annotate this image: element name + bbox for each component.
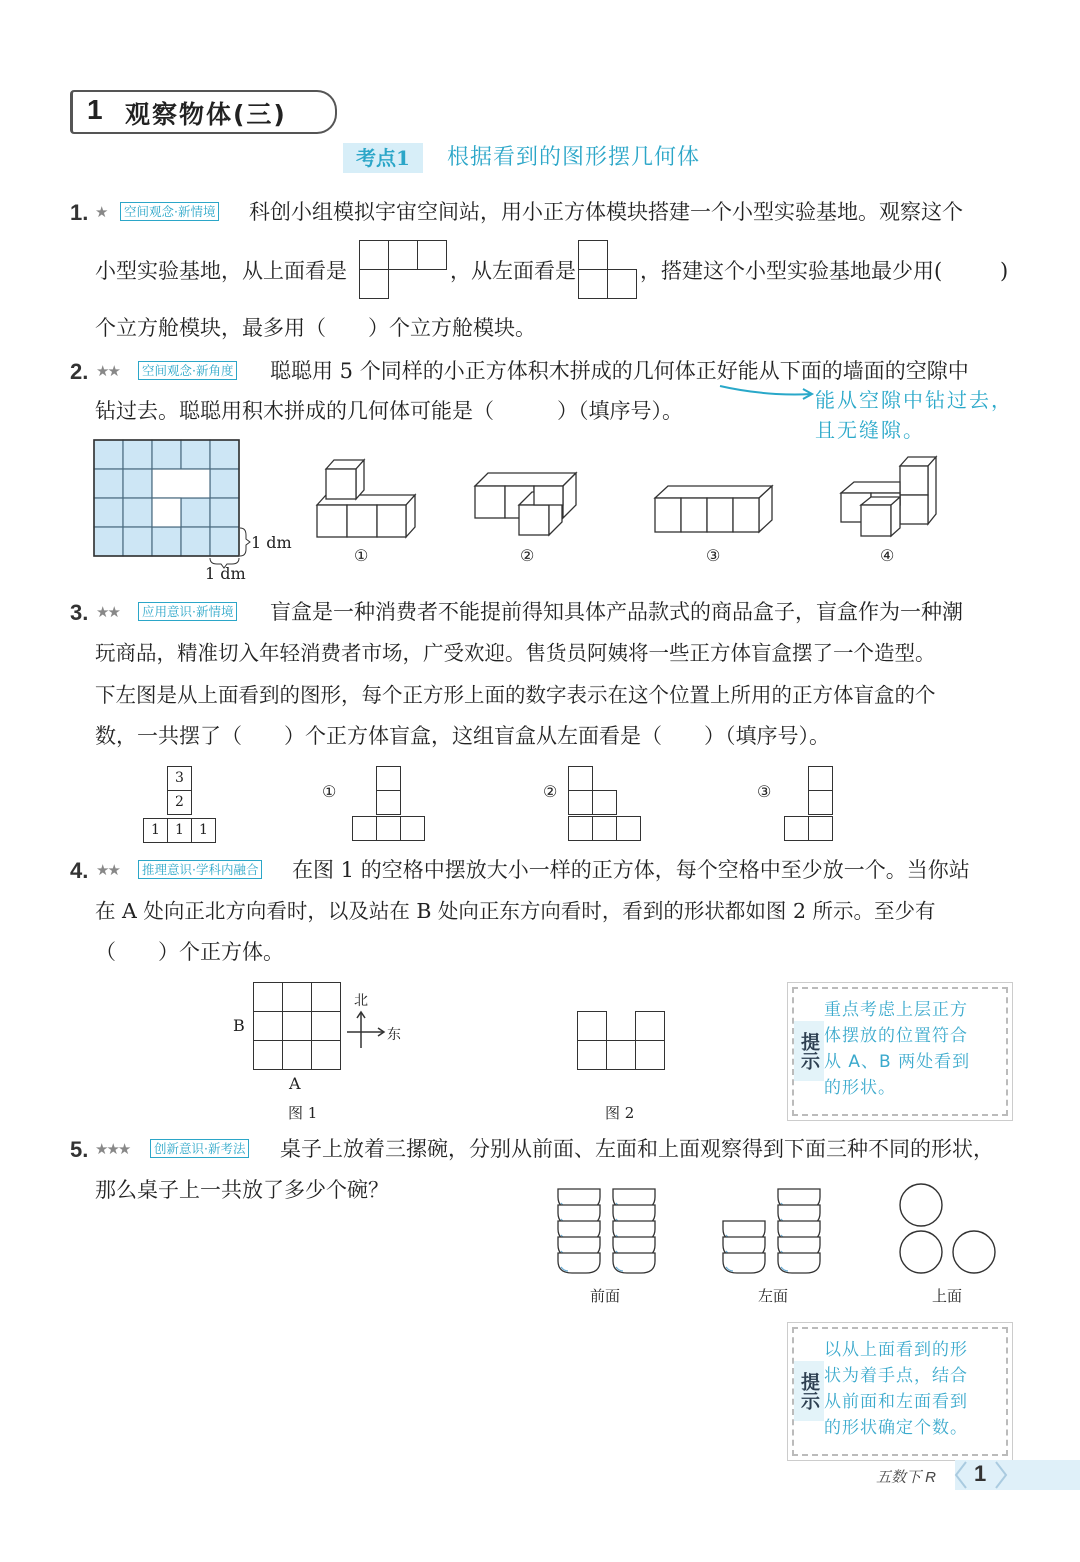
q3-cell: 2 — [167, 790, 192, 815]
q1-answer-close: ) — [1000, 259, 1009, 283]
q4-hint-tag: 提示 — [794, 1021, 824, 1081]
q2-dim-horizontal: 1 dm — [205, 564, 246, 583]
q3-tag: 应用意识·新情境 — [138, 602, 237, 621]
q4-label-a: A — [289, 1074, 301, 1093]
q3-cell: 1 — [143, 818, 168, 843]
q5-tag: 创新意识·新考法 — [150, 1139, 249, 1158]
q2-stars: ★★ — [96, 362, 119, 380]
q4-line2: 在 A 处向正北方向看时，以及站在 B 处向正东方向看时，看到的形状都如图 2 所示。至少有 — [95, 899, 936, 923]
q5-hint-line: 从前面和左面看到 — [824, 1392, 968, 1412]
q4-hint-line: 的形状。 — [824, 1078, 896, 1098]
q5-hint-tag: 提示 — [794, 1361, 824, 1421]
q5-line1: 桌子上放着三摞碗，分别从前面、左面和上面观察得到下面三种不同的形状， — [280, 1137, 994, 1161]
q1-top-view-figure — [359, 240, 449, 300]
chapter-title: 观察物体(三) — [125, 100, 287, 129]
q4-hint-line: 重点考虑上层正方 — [824, 1000, 968, 1020]
q3-option-2-label: ② — [543, 782, 558, 801]
q3-option-1-label: ① — [322, 782, 337, 801]
q2-option-1-label: ① — [354, 546, 369, 565]
q5-stars: ★★★ — [95, 1140, 130, 1158]
q4-hint-box — [792, 987, 1008, 1116]
kaodian-title: 根据看到的图形摆几何体 — [447, 145, 701, 170]
q2-option-2-figure — [470, 465, 590, 540]
q3-line3: 下左图是从上面看到的图形，每个正方形上面的数字表示在这个位置上所用的正方体盲盒的个 — [95, 683, 936, 707]
q3-cell: 1 — [191, 818, 216, 843]
q1-line2c: ，搭建这个小型实验基地最少用( — [640, 259, 943, 283]
q3-number: 3. — [70, 600, 89, 625]
q5-view-front-label: 前面 — [590, 1287, 621, 1305]
kaodian-label: 考点1 — [343, 143, 423, 173]
q4-stars: ★★ — [96, 861, 119, 879]
footer-grade: 五数下 R — [876, 1469, 937, 1486]
q2-option-2-label: ② — [520, 546, 535, 565]
chapter-number: 1 — [87, 94, 103, 125]
q5-hint-line: 状为着手点，结合 — [824, 1366, 968, 1386]
q2-annotation-curve — [716, 380, 816, 410]
q3-cell: 3 — [167, 766, 192, 791]
q5-hint-line: 以从上面看到的形 — [824, 1340, 968, 1360]
q5-front-view-bowls — [550, 1185, 665, 1280]
q4-figure-2 — [577, 1011, 665, 1071]
q3-line2: 玩商品，精准切入年轻消费者市场，广受欢迎。售货员阿姨将一些正方体盲盒摆了一个造型。 — [95, 641, 936, 665]
q5-left-view-bowls — [718, 1185, 833, 1280]
q3-stars: ★★ — [96, 603, 119, 621]
q4-hint-line: 从 A、B 两处看到 — [824, 1052, 971, 1072]
chapter-header — [70, 90, 337, 134]
q1-line2a: 小型实验基地，从上面看是 — [95, 259, 347, 283]
q5-line2: 那么桌子上一共放了多少个碗？ — [95, 1178, 389, 1202]
q4-north-label: 北 — [354, 993, 368, 1009]
q2-number: 2. — [70, 359, 89, 384]
q1-stars: ★ — [95, 203, 107, 221]
q1-left-view-figure — [578, 240, 640, 300]
q1-tag: 空间观念·新情境 — [120, 202, 219, 221]
q2-line1: 聪聪用 5 个同样的小正方体积木拼成的几何体正好能从下面的墙面的空隙中 — [270, 359, 969, 383]
q4-hint-line: 体摆放的位置符合 — [824, 1026, 968, 1046]
q2-option-1-figure — [312, 455, 422, 545]
compass-icon — [344, 1010, 388, 1050]
q4-figure-1-grid — [253, 982, 341, 1070]
q3-line1: 盲盒是一种消费者不能提前得知具体产品款式的商品盒子，盲盒作为一种潮 — [270, 600, 963, 624]
page-number: 1 — [974, 1461, 987, 1486]
q5-number: 5. — [70, 1137, 89, 1162]
q3-option-3-label: ③ — [757, 782, 772, 801]
q2-option-4-figure — [836, 452, 944, 542]
q2-option-4-label: ④ — [880, 546, 895, 565]
q2-line2: 钻过去。聪聪用积木拼成的几何体可能是（ ）（填序号）。 — [95, 399, 683, 423]
q4-tag: 推理意识·学科内融合 — [138, 860, 262, 879]
q5-hint-box — [792, 1327, 1008, 1456]
q4-line3: （ ）个正方体。 — [95, 940, 284, 964]
q5-hint-line: 的形状确定个数。 — [824, 1418, 968, 1438]
q4-figure-2-caption: 图 2 — [605, 1104, 635, 1122]
q5-top-view-circles — [892, 1178, 1002, 1283]
q2-option-3-label: ③ — [706, 546, 721, 565]
q3-top-view-figure — [142, 766, 222, 846]
q5-view-top-label: 上面 — [932, 1287, 963, 1305]
q1-line2b: ，从左面看是 — [450, 259, 576, 283]
q2-dim-vertical: 1 dm — [251, 533, 292, 552]
q2-option-3-figure — [650, 478, 782, 538]
q4-line1: 在图 1 的空格中摆放大小一样的正方体，每个空格中至少放一个。当你站 — [292, 858, 970, 882]
q3-line4: 数，一共摆了（ ）个正方体盲盒，这组盲盒从左面看是（ ）（填序号）。 — [95, 724, 830, 748]
q3-cell: 1 — [167, 818, 192, 843]
q1-line3: 个立方舱模块，最多用（ ）个立方舱模块。 — [95, 316, 536, 340]
q2-note-line1: 能从空隙中钻过去， — [815, 388, 1013, 412]
q4-label-b: B — [233, 1016, 245, 1035]
q1-line1: 科创小组模拟宇宙空间站，用小正方体模块搭建一个小型实验基地。观察这个 — [249, 200, 963, 224]
q4-figure-1-caption: 图 1 — [288, 1104, 318, 1122]
q2-note-line2: 且无缝隙。 — [815, 418, 925, 442]
q5-view-left-label: 左面 — [758, 1287, 789, 1305]
q1-number: 1. — [70, 200, 89, 225]
q4-east-label: 东 — [387, 1027, 401, 1043]
q4-number: 4. — [70, 858, 89, 883]
q2-wall-figure — [90, 436, 300, 586]
q2-tag: 空间观念·新角度 — [138, 361, 237, 380]
